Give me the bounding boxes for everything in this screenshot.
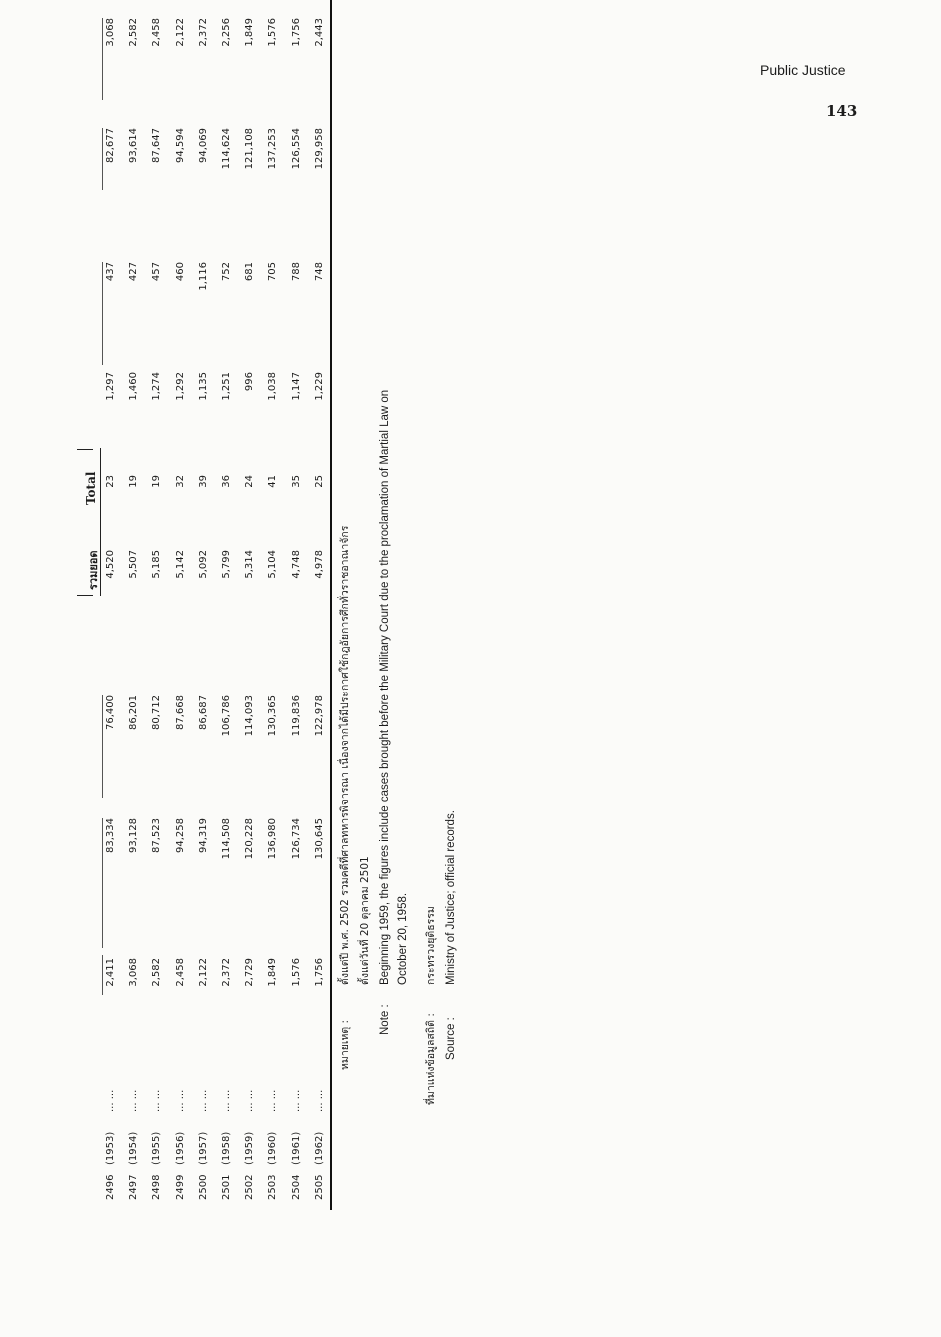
row-year-ad: (1953) [105,1131,116,1165]
table-cell: 996 [244,372,256,392]
table-cell: 5,142 [174,550,186,579]
row-year-be: 2505 [313,1174,325,1200]
table-cell: 2,458 [151,18,163,47]
table-cell: 126,734 [290,818,302,860]
remark-line2-th: ตั้งแต่วันที่ 20 ตุลาคม 2501 [359,856,371,985]
table-cell: 129,958 [313,128,325,170]
row-year-be: 2496 [105,1174,116,1200]
table-cell: 427 [128,262,140,282]
row-year-be: 2503 [267,1174,279,1200]
table-cell: 122,978 [313,695,325,737]
table-cell: 5,799 [221,550,232,579]
table-cell: 3,068 [128,958,140,987]
row-leader-dots: ... ... [105,1089,116,1112]
row-year-be: 2501 [221,1174,232,1200]
table-cell: 1,297 [105,372,116,401]
table-cell: 2,122 [174,18,186,47]
table-cell: 1,576 [267,18,279,47]
table-cell: 19 [151,475,163,488]
table-cell: 83,334 [105,818,116,853]
table-cell: 4,520 [105,550,116,579]
group-header-rule [100,448,101,596]
table-thick-rule [330,0,332,1210]
table-cell: 788 [290,262,302,282]
source-value-th: กระทรวงยุติธรรม [425,906,437,985]
table-cell: 437 [105,262,116,282]
table-cell: 114,508 [221,818,232,860]
note-label: Note : [379,1004,391,1035]
table-cell: 137,253 [267,128,279,170]
table-cell: 87,647 [151,128,163,163]
column-top-rule [102,818,103,948]
row-year-ad: (1962) [313,1131,325,1165]
source-label-th: ที่มาแห่งข้อมูลสถิติ : [425,1013,437,1105]
source-label: Source : [445,1017,457,1060]
page-number: 143 [826,102,858,120]
column-top-rule [102,695,103,798]
table-cell: 35 [290,475,302,488]
group-header-thai: รวมยอด [87,550,100,590]
column-top-rule [102,128,103,190]
table-cell: 24 [244,475,256,488]
table-cell: 23 [105,475,116,488]
table-cell: 114,624 [221,128,232,170]
table-cell: 5,314 [244,550,256,579]
group-header-rule-left [77,595,93,596]
row-year-be: 2500 [197,1174,209,1200]
column-top-rule [102,18,103,100]
table-cell: 752 [221,262,232,282]
table-cell: 94,258 [174,818,186,853]
table-cell: 106,786 [221,695,232,737]
table-cell: 1,274 [151,372,163,401]
remark-line1-th: ตั้งแต่ปี พ.ศ. 2502 รวมคดีที่ศาลทหารพิจารณา เนื่องจากได้มีประกาศใช้กฎอัยการศึกทั่วราชอาณาจักร [339,525,351,985]
row-year-be: 2502 [244,1174,256,1200]
row-leader-dots: ... ... [197,1089,209,1112]
table-cell: 1,576 [290,958,302,987]
table-cell: 126,554 [290,128,302,170]
row-year-ad: (1961) [290,1131,302,1165]
table-cell: 80,712 [151,695,163,730]
table-cell: 25 [313,475,325,488]
row-leader-dots: ... ... [221,1089,232,1112]
table-cell: 5,092 [197,550,209,579]
table-cell: 1,292 [174,372,186,401]
table-cell: 5,104 [267,550,279,579]
row-leader-dots: ... ... [244,1089,256,1112]
table-cell: 93,614 [128,128,140,163]
table-cell: 1,116 [197,262,209,291]
table-cell: 4,748 [290,550,302,579]
row-leader-dots: ... ... [313,1089,325,1112]
table-cell: 5,185 [151,550,163,579]
row-year-ad: (1955) [151,1131,163,1165]
table-cell: 4,978 [313,550,325,579]
row-year-be: 2504 [290,1174,302,1200]
table-cell: 2,372 [221,958,232,987]
table-cell: 87,523 [151,818,163,853]
table-cell: 1,756 [290,18,302,47]
row-leader-dots: ... ... [174,1089,186,1112]
table-cell: 39 [197,475,209,488]
note-line2: October 20, 1958. [397,892,409,985]
table-cell: 2,582 [151,958,163,987]
note-line1: Beginning 1959, the figures include cases brought before the Military Court due to the proclamation of Martial Law on [379,389,391,985]
table-cell: 87,668 [174,695,186,730]
table-cell: 136,980 [267,818,279,860]
table-cell: 130,365 [267,695,279,737]
table-cell: 460 [174,262,186,282]
row-leader-dots: ... ... [290,1089,302,1112]
row-leader-dots: ... ... [151,1089,163,1112]
table-cell: 2,122 [197,958,209,987]
group-header-rule-right [77,449,93,450]
row-year-ad: (1956) [174,1131,186,1165]
remark-label-th: หมายเหตุ : [339,1019,351,1070]
table-cell: 748 [313,262,325,282]
table-cell: 2,458 [174,958,186,987]
table-cell: 457 [151,262,163,282]
table-cell: 1,251 [221,372,232,401]
table-cell: 2,443 [313,18,325,47]
group-header-total: Total [84,471,98,505]
table-cell: 82,677 [105,128,116,163]
table-cell: 2,256 [221,18,232,47]
table-cell: 120,228 [244,818,256,860]
source-value: Ministry of Justice; official records. [445,810,457,985]
table-cell: 2,729 [244,958,256,987]
table-cell: 130,645 [313,818,325,860]
table-cell: 86,201 [128,695,140,730]
row-year-be: 2497 [128,1174,140,1200]
table-cell: 41 [267,475,279,488]
table-cell: 19 [128,475,140,488]
table-cell: 1,849 [267,958,279,987]
table-cell: 94,069 [197,128,209,163]
column-top-rule [102,955,103,995]
table-cell: 3,068 [105,18,116,47]
table-cell: 681 [244,262,256,282]
table-cell: 94,319 [197,818,209,853]
table-cell: 119,836 [290,695,302,737]
row-year-be: 2498 [151,1174,163,1200]
table-cell: 1,147 [290,372,302,401]
table-cell: 36 [221,475,232,488]
column-top-rule [102,262,103,365]
table-cell: 705 [267,262,279,282]
row-year-ad: (1959) [244,1131,256,1165]
table-cell: 114,093 [244,695,256,737]
table-cell: 1,229 [313,372,325,401]
table-cell: 1,849 [244,18,256,47]
table-cell: 2,582 [128,18,140,47]
row-leader-dots: ... ... [128,1089,140,1112]
row-year-ad: (1960) [267,1131,279,1165]
table-cell: 32 [174,475,186,488]
row-year-ad: (1954) [128,1131,140,1165]
table-cell: 121,108 [244,128,256,170]
table-cell: 5,507 [128,550,140,579]
row-year-ad: (1957) [197,1131,209,1165]
table-cell: 2,411 [105,958,116,987]
page-header-title: Public Justice [760,62,846,78]
table-cell: 94,594 [174,128,186,163]
row-year-be: 2499 [174,1174,186,1200]
table-cell: 93,128 [128,818,140,853]
table-cell: 76,400 [105,695,116,730]
table-cell: 86,687 [197,695,209,730]
table-cell: 1,135 [197,372,209,401]
row-year-ad: (1958) [221,1131,232,1165]
table-cell: 1,460 [128,372,140,401]
table-cell: 1,756 [313,958,325,987]
table-cell: 2,372 [197,18,209,47]
table-cell: 1,038 [267,372,279,401]
rotated-table-page [40,0,740,1210]
row-leader-dots: ... ... [267,1089,279,1112]
